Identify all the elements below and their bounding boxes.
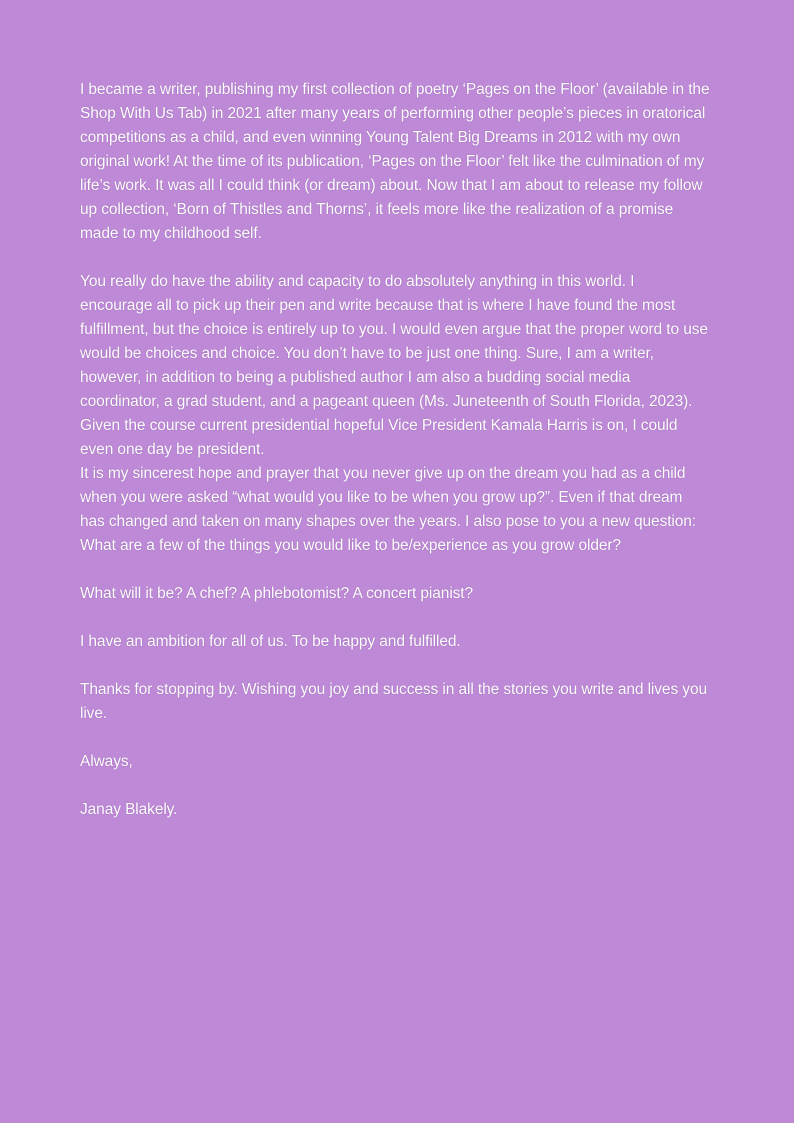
paragraph-origin-story: I became a writer, publishing my first collection of poetry ‘Pages on the Floor’ (available in the Shop With Us Tab) in 2021 after many years of performing other people’s pieces in oratorical competitions as a child, and even winning Young Talent Big Dreams in 2012 with my own original work! At the time of its publication, ‘Pages on the Floor’ felt like the culmination of my life’s work. It was all I could think (or dream) about. Now that I am about to release my follow up collection, ‘Born of Thistles and Thorns’, it feels more like the realization of a promise made to my childhood self. [80,81,710,242]
paragraph-gap [80,726,710,750]
sign-off: Always, [80,753,133,770]
paragraph-gap [80,606,710,630]
paragraph-hope: It is my sincerest hope and prayer that you never give up on the dream you had as a child when you were asked “what would you like to be when you grow up?”. Even if that dream has changed and taken on many shapes over the years. I also pose to you a new question: What are a few of the things you would like to be/experience as you grow older? [80,465,697,554]
paragraph-thanks: Thanks for stopping by. Wishing you joy and success in all the stories you write and lives you live. [80,681,707,722]
signature-name: Janay Blakely. [80,801,178,818]
letter-body [80,78,710,822]
paragraph-gap [80,558,710,582]
paragraph-question: What will it be? A chef? A phlebotomist? A concert pianist? [80,585,474,602]
paragraph-gap [80,654,710,678]
paragraph-ability: You really do have the ability and capacity to do absolutely anything in this world. I encourage all to pick up their pen and write because that is where I have found the most fulfillment, but the choice is entirely up to you. I would even argue that the proper word to use would be choices and choice. You don’t have to be just one thing. Sure, I am a writer, however, in addition to being a published author I am also a budding social media coordinator, a grad student, and a pageant queen (Ms. Juneteenth of South Florida, 2023). Given the course current presidential hopeful Vice President Kamala Harris is on, I could even one day be president. [80,273,708,458]
paragraph-gap [80,246,710,270]
paragraph-gap [80,774,710,798]
paragraph-ambition: I have an ambition for all of us. To be happy and fulfilled. [80,633,461,650]
